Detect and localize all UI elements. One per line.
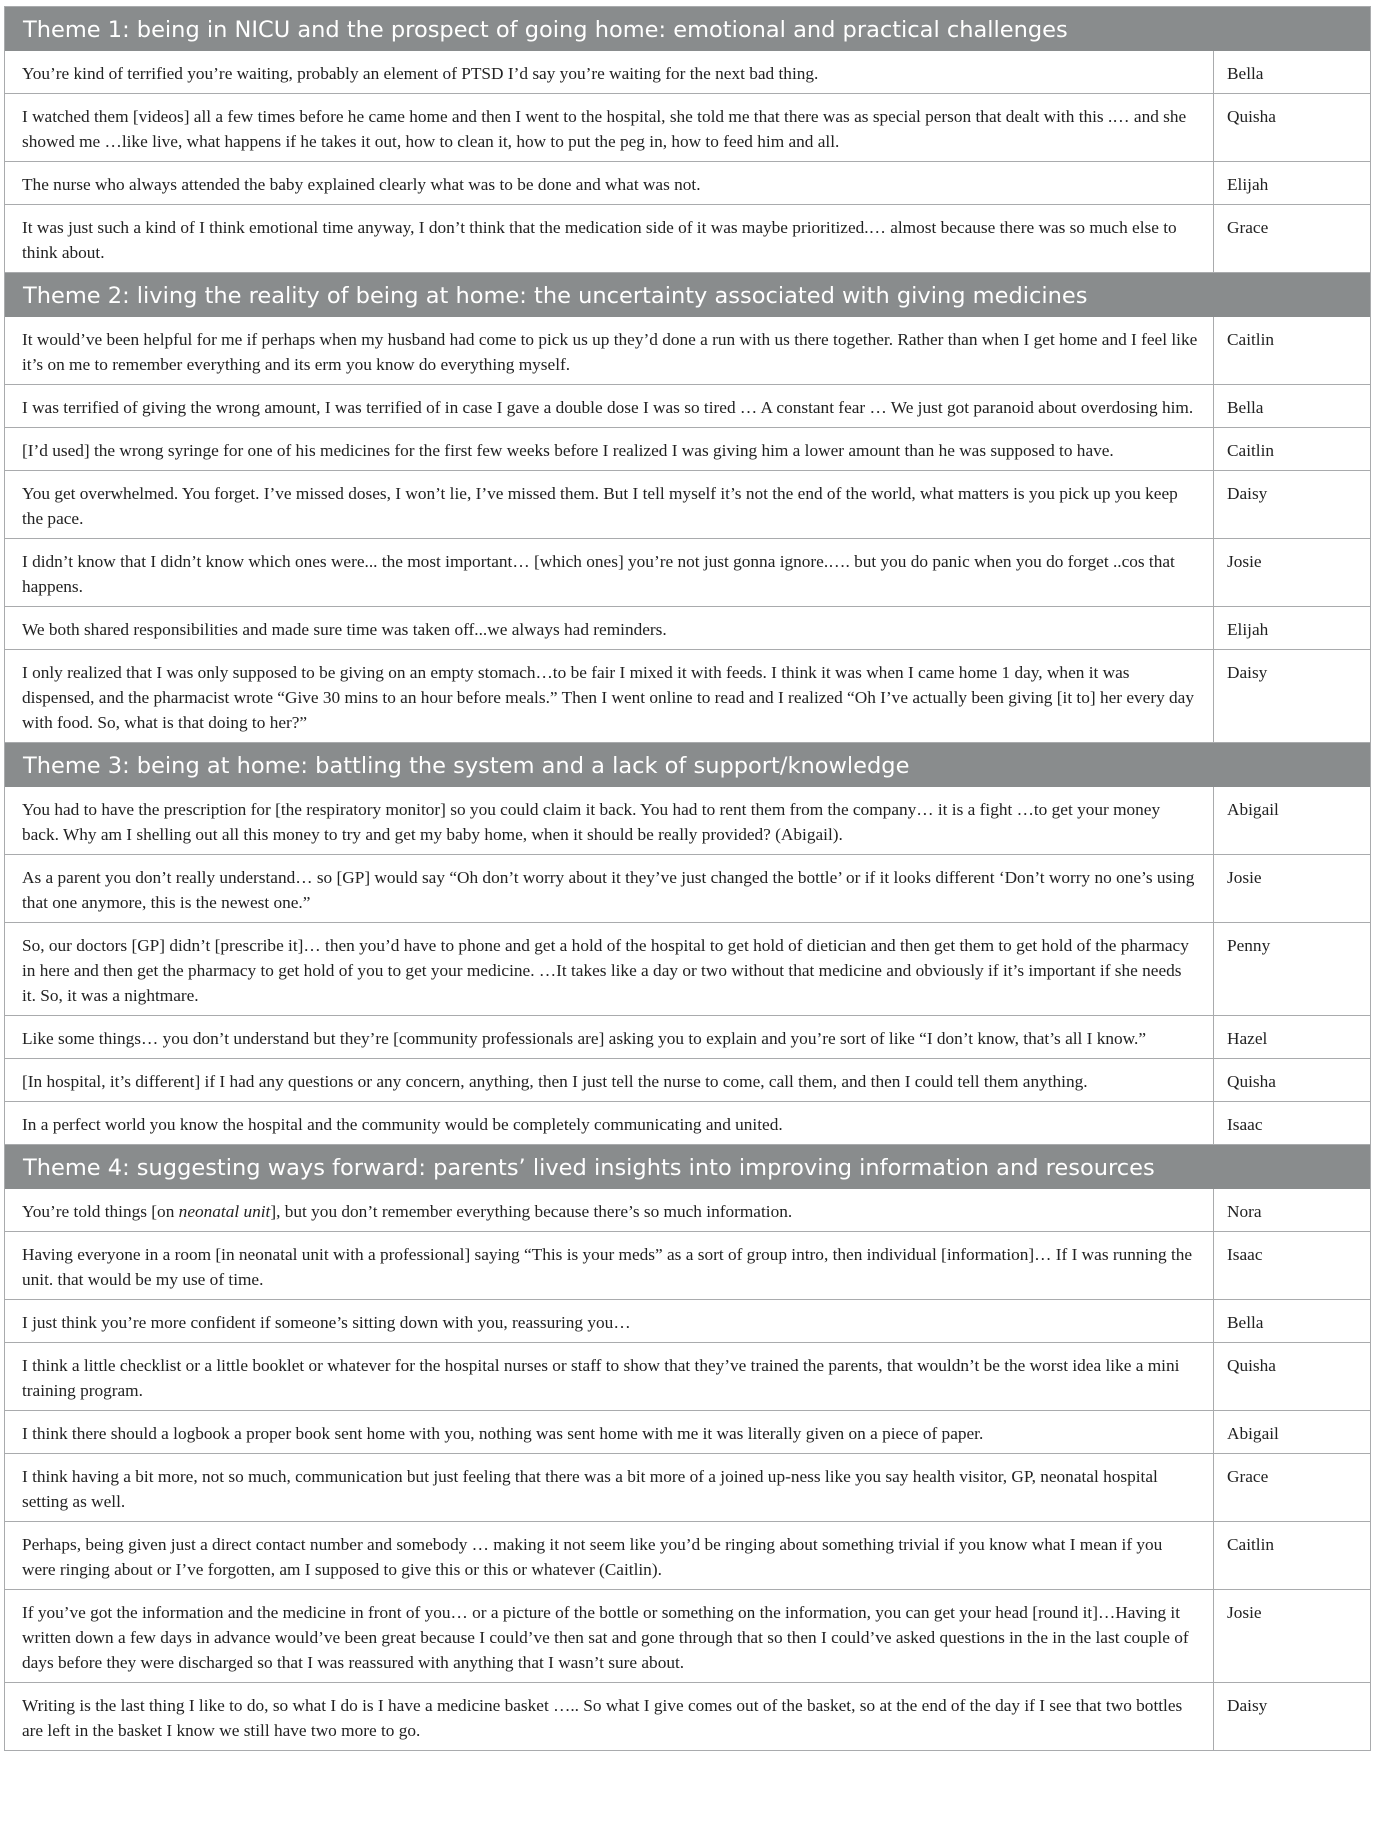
- table-row: [5, 1590, 1371, 1683]
- table-row: [5, 94, 1371, 162]
- quote-emphasis: neonatal unit: [178, 1202, 271, 1221]
- table-row: [5, 205, 1371, 273]
- table-row: [5, 1300, 1371, 1343]
- quote-cell: [5, 1189, 1214, 1232]
- theme-title: Theme 4: suggesting ways forward: parents’ lived insights into improving information and resources: [5, 1145, 1371, 1190]
- participant-name: Abigail: [1214, 787, 1371, 855]
- table-row: [5, 162, 1371, 205]
- participant-name: Daisy: [1214, 471, 1371, 539]
- participant-name: Quisha: [1214, 94, 1371, 162]
- table-row: [5, 855, 1371, 923]
- quote-cell: Having everyone in a room [in neonatal unit with a professional] saying “This is your meds” as a sort of group intro, then individual [information]… If I was running the unit. that would be my use of time.: [5, 1232, 1214, 1300]
- table-row: [5, 923, 1371, 1016]
- quote-cell: If you’ve got the information and the medicine in front of you… or a picture of the bottle or something on the information, you can get your head [round it]…Having it written down a few days in advance would’ve been great because I could’ve then sat and gone through that so then I could’ve asked questions in the in the last couple of days before they were discharged so that I was reassured with anything that I wasn’t sure about.: [5, 1590, 1214, 1683]
- table-row: [5, 539, 1371, 607]
- theme-header-row: [5, 1145, 1371, 1190]
- quote-cell: It would’ve been helpful for me if perhaps when my husband had come to pick us up they’d done a run with us there together. Rather than when I get home and I feel like it’s on me to remember everything and its erm you know do everything myself.: [5, 317, 1214, 385]
- participant-name: Bella: [1214, 1300, 1371, 1343]
- participant-name: Elijah: [1214, 162, 1371, 205]
- quote-cell: Writing is the last thing I like to do, so what I do is I have a medicine basket ….. So what I give comes out of the basket, so at the end of the day if I see that two bottles are left in the basket I know we still have two more to go.: [5, 1683, 1214, 1751]
- participant-name: Quisha: [1214, 1343, 1371, 1411]
- quote-cell: Like some things… you don’t understand but they’re [community professionals are] asking you to explain and you’re sort of like “I don’t know, that’s all I know.”: [5, 1016, 1214, 1059]
- quote-cell: As a parent you don’t really understand… so [GP] would say “Oh don’t worry about it they’ve just changed the bottle’ or if it looks different ‘Don’t worry no one’s using that one anymore, this is the newest one.”: [5, 855, 1214, 923]
- table-row: [5, 317, 1371, 385]
- table-row: [5, 607, 1371, 650]
- quote-cell: [I’d used] the wrong syringe for one of his medicines for the first few weeks before I realized I was giving him a lower amount than he was supposed to have.: [5, 428, 1214, 471]
- quote-cell: I think having a bit more, not so much, communication but just feeling that there was a bit more of a joined up-ness like you say health visitor, GP, neonatal hospital setting as well.: [5, 1454, 1214, 1522]
- quote-cell: I think a little checklist or a little booklet or whatever for the hospital nurses or staff to show that they’ve trained the parents, that wouldn’t be the worst idea like a mini training program.: [5, 1343, 1214, 1411]
- quote-cell: You get overwhelmed. You forget. I’ve missed doses, I won’t lie, I’ve missed them. But I tell myself it’s not the end of the world, what matters is you pick up you keep the pace.: [5, 471, 1214, 539]
- table-row: [5, 471, 1371, 539]
- quote-text: ], but you don’t remember everything because there’s so much information.: [270, 1202, 793, 1221]
- table-row: [5, 385, 1371, 428]
- theme-title: Theme 1: being in NICU and the prospect of going home: emotional and practical challenges: [5, 7, 1371, 52]
- table-row: [5, 1102, 1371, 1145]
- table-row: [5, 1016, 1371, 1059]
- quote-cell: I just think you’re more confident if someone’s sitting down with you, reassuring you…: [5, 1300, 1214, 1343]
- quotes-table: [4, 6, 1371, 1751]
- quote-cell: We both shared responsibilities and made sure time was taken off...we always had reminders.: [5, 607, 1214, 650]
- quote-cell: It was just such a kind of I think emotional time anyway, I don’t think that the medication side of it was maybe prioritized.… almost because there was so much else to think about.: [5, 205, 1214, 273]
- table-row: [5, 1343, 1371, 1411]
- theme-header-row: [5, 7, 1371, 52]
- table-row: [5, 1522, 1371, 1590]
- quote-cell: I was terrified of giving the wrong amount, I was terrified of in case I gave a double dose I was so tired … A constant fear … We just got paranoid about overdosing him.: [5, 385, 1214, 428]
- participant-name: Nora: [1214, 1189, 1371, 1232]
- participant-name: Isaac: [1214, 1102, 1371, 1145]
- table-row: [5, 1683, 1371, 1751]
- quote-cell: You’re kind of terrified you’re waiting, probably an element of PTSD I’d say you’re waiting for the next bad thing.: [5, 51, 1214, 94]
- table-row: [5, 1454, 1371, 1522]
- quote-cell: Perhaps, being given just a direct contact number and somebody … making it not seem like you’d be ringing about something trivial if you know what I mean if you were ringing about or I’ve forgotten, am I supposed to give this or this or whatever (Caitlin).: [5, 1522, 1214, 1590]
- quote-cell: You had to have the prescription for [the respiratory monitor] so you could claim it back. You had to rent them from the company… it is a fight …to get your money back. Why am I shelling out all this money to try and get my baby home, when it should be really provided? (Abigail).: [5, 787, 1214, 855]
- table-row: [5, 428, 1371, 471]
- participant-name: Daisy: [1227, 1696, 1268, 1715]
- table-row: [5, 787, 1371, 855]
- participant-name: Abigail: [1214, 1411, 1371, 1454]
- participant-name: Hazel: [1214, 1016, 1371, 1059]
- participant-name: Grace: [1214, 205, 1371, 273]
- participant-name: Josie: [1214, 539, 1371, 607]
- participant-name: Daisy: [1214, 650, 1371, 743]
- participant-name: Bella: [1214, 385, 1371, 428]
- participant-name: Isaac: [1214, 1232, 1371, 1300]
- quote-text: You’re told things [on: [22, 1202, 179, 1221]
- quote-cell: I watched them [videos] all a few times before he came home and then I went to the hospital, she told me that there was as special person that dealt with this .… and she showed me …like live, what happens if he takes it out, how to clean it, how to put the peg in, how to feed him and all.: [5, 94, 1214, 162]
- theme-title: Theme 3: being at home: battling the system and a lack of support/knowledge: [5, 743, 1371, 788]
- quote-cell: I think there should a logbook a proper book sent home with you, nothing was sent home with me it was literally given on a piece of paper.: [5, 1411, 1214, 1454]
- participant-name: Grace: [1214, 1454, 1371, 1522]
- quote-cell: The nurse who always attended the baby explained clearly what was to be done and what was not.: [5, 162, 1214, 205]
- participant-name: Penny: [1214, 923, 1371, 1016]
- quote-cell: I didn’t know that I didn’t know which ones were... the most important… [which ones] you’re not just gonna ignore.…. but you do panic when you do forget ..cos that happens.: [5, 539, 1214, 607]
- table-row: [5, 1189, 1371, 1232]
- participant-name: Quisha: [1214, 1059, 1371, 1102]
- participant-name: Josie: [1214, 855, 1371, 923]
- participant-name: Bella: [1214, 51, 1371, 94]
- table-row: [5, 1059, 1371, 1102]
- theme-header-row: [5, 273, 1371, 318]
- participant-name: Caitlin: [1214, 428, 1371, 471]
- quotes-table-body: [5, 7, 1371, 1751]
- participant-name: Elijah: [1214, 607, 1371, 650]
- participant-name: Josie: [1214, 1590, 1371, 1683]
- table-row: [5, 1411, 1371, 1454]
- table-row: [5, 51, 1371, 94]
- quote-cell: [In hospital, it’s different] if I had any questions or any concern, anything, then I just tell the nurse to come, call them, and then I could tell them anything.: [5, 1059, 1214, 1102]
- quote-cell: In a perfect world you know the hospital and the community would be completely communicating and united.: [5, 1102, 1214, 1145]
- quote-cell: I only realized that I was only supposed to be giving on an empty stomach…to be fair I mixed it with feeds. I think it was when I came home 1 day, when it was dispensed, and the pharmacist wrote “Give 30 mins to an hour before meals.” Then I went online to read and I realized “Oh I’ve actually been giving [it to] her every day with food. So, what is that doing to her?”: [5, 650, 1214, 743]
- participant-name: Caitlin: [1214, 317, 1371, 385]
- theme-title: Theme 2: living the reality of being at home: the uncertainty associated with giving medicines: [5, 273, 1371, 318]
- quote-cell: So, our doctors [GP] didn’t [prescribe it]… then you’d have to phone and get a hold of the hospital to get hold of dietician and then get them to get hold of the pharmacy in here and then get the pharmacy to get hold of you to get your medicine. …It takes like a day or two without that medicine and obviously if it’s important if she needs it. So, it was a nightmare.: [5, 923, 1214, 1016]
- table-row: [5, 650, 1371, 743]
- participant-name: Caitlin: [1214, 1522, 1371, 1590]
- theme-header-row: [5, 743, 1371, 788]
- table-row: [5, 1232, 1371, 1300]
